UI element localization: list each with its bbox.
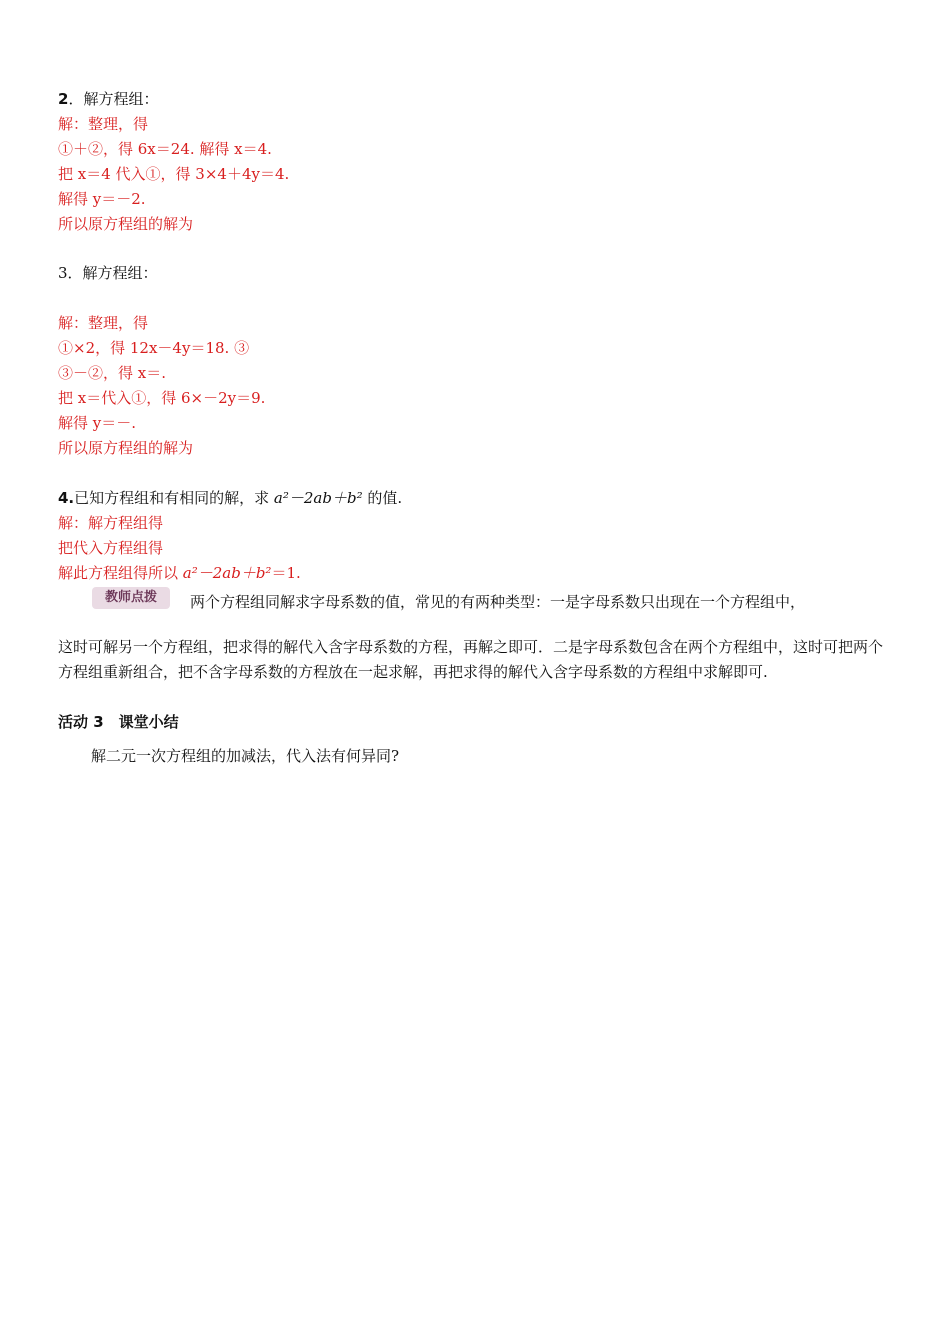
q3-line-3: ③－②，得 x＝. — [58, 364, 166, 382]
q4-title-pre: 已知方程组和有相同的解，求 — [74, 489, 274, 507]
q4-line-1: 解：解方程组得 — [58, 514, 164, 532]
teacher-tip-first-line: 两个方程组同解求字母系数的值，常见的有两种类型：一是字母系数只出现在一个方程组中， — [190, 593, 806, 611]
q2-line-5: 所以原方程组的解为 — [58, 215, 194, 233]
q3-line-4: 把 x＝代入①，得 6×－2y＝9. — [58, 389, 266, 407]
q4-number: 4. — [58, 489, 75, 507]
q3-line-2: ①×2，得 12x－4y＝18. ③ — [58, 339, 250, 357]
q2-line-1: 解：整理，得 — [58, 115, 149, 133]
q4-last-pre: 解此方程组得所以 — [58, 564, 183, 582]
q4-line-3 — [58, 563, 301, 583]
activity3-question: 解二元一次方程组的加减法，代入法有何异同? — [91, 747, 400, 765]
q2-line-2: ①＋②，得 6x＝24. 解得 x＝4. — [58, 140, 272, 158]
q4-line-2: 把代入方程组得 — [58, 539, 164, 557]
q3-line-5: 解得 y＝－. — [58, 414, 137, 432]
q2-number: 2 — [58, 90, 69, 108]
activity3-heading: 活动 3 课堂小结 — [58, 713, 179, 731]
q3-line-1: 解：整理，得 — [58, 314, 149, 332]
q3-title: 3．解方程组： — [58, 264, 158, 282]
teacher-tip-badge: 教师点拨 — [92, 587, 170, 609]
q2-title — [58, 89, 158, 109]
q2-line-4: 解得 y＝－2. — [58, 190, 146, 208]
q4-last-post: ＝1. — [271, 564, 301, 582]
q3-line-6: 所以原方程组的解为 — [58, 439, 194, 457]
q2-line-3: 把 x＝4 代入①，得 3×4＋4y＝4. — [58, 165, 290, 183]
q2-title-text: ．解方程组： — [68, 90, 159, 108]
q4-title-post: 的值. — [362, 489, 403, 507]
teacher-tip-paragraph: 这时可解另一个方程组，把求得的解代入含字母系数的方程，再解之即可．二是字母系数包含在两个方程组中，这时可把两个方程组重新组合，把不含字母系数的方程放在一起求解，再把求得的解代入含字母系数的方程组中求解即可. — [58, 638, 884, 681]
q4-last-expression: a²－2ab＋b² — [182, 564, 272, 582]
q4-title-expression: a²－2ab＋b² — [273, 489, 363, 507]
q4-title — [58, 488, 402, 508]
